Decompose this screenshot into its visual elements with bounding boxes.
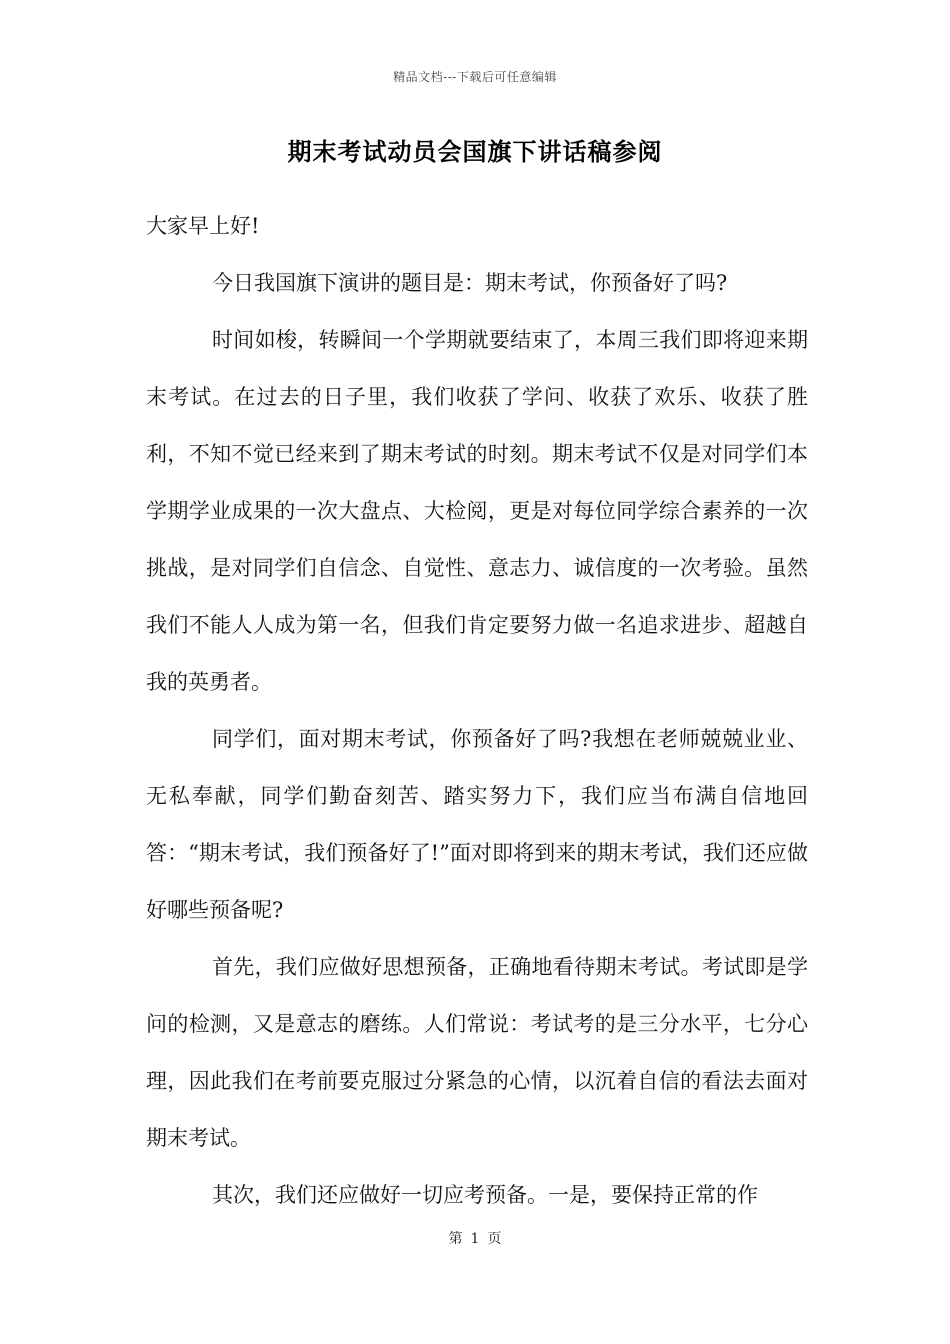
page-number: 1 bbox=[470, 1231, 480, 1247]
paragraph-4: 首先，我们应做好思想预备，正确地看待期末考试。考试即是学问的检测，又是意志的磨练。人们常说：考试考的是三分水平，七分心理，因此我们在考前要克服过分紧急的心情，以沉着自信的看法去面对期末考试。 bbox=[146, 955, 808, 1150]
page-header: 精品文档---下载后可任意编辑 bbox=[393, 70, 557, 84]
paragraph-2: 时间如梭，转瞬间一个学期就要结束了，本周三我们即将迎来期末考试。在过去的日子里，我们收获了学问、收获了欢乐、收获了胜利，不知不觉已经来到了期末考试的时刻。期末考试不仅是对同学们本学期学业成果的一次大盘点、大检阅，更是对每位同学综合素养的一次挑战，是对同学们自信念、自觉性、意志力、诚信度的一次考验。虽然我们不能人人成为第一名，但我们肯定要努力做一名追求进步、超越自我的英勇者。 bbox=[146, 328, 808, 694]
paragraph-5: 其次，我们还应做好一切应考预备。一是，要保持正常的作 bbox=[212, 1183, 758, 1207]
document-body bbox=[146, 198, 808, 1224]
paragraph-1: 今日我国旗下演讲的题目是：期末考试，你预备好了吗? bbox=[212, 271, 728, 295]
footer-suffix: 页 bbox=[487, 1231, 502, 1247]
greeting: 大家早上好! bbox=[146, 214, 260, 238]
page-footer bbox=[0, 1228, 950, 1248]
footer-prefix: 第 bbox=[448, 1231, 463, 1247]
document-title: 期末考试动员会国旗下讲话稿参阅 bbox=[287, 137, 663, 166]
paragraph-3: 同学们，面对期末考试，你预备好了吗?我想在老师兢兢业业、无私奉献，同学们勤奋刻苦、踏实努力下，我们应当布满自信地回答：“期末考试，我们预备好了!”面对即将到来的期末考试，我们还应做好哪些预备呢? bbox=[146, 727, 808, 922]
